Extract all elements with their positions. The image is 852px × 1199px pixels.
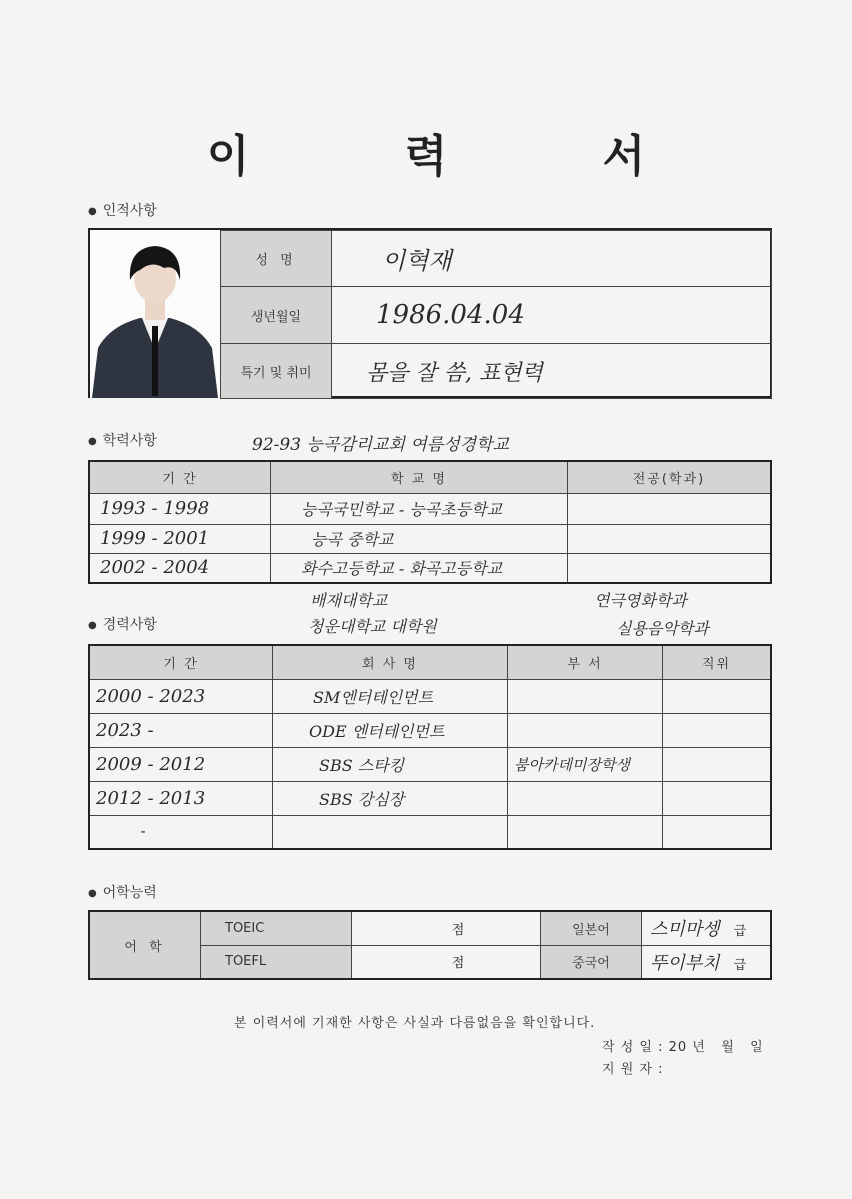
bullet-icon: ● [88, 887, 97, 899]
bullet-icon: ● [88, 619, 97, 631]
career-dept [508, 815, 663, 849]
personal-table [220, 230, 772, 399]
confirm-statement: 본 이력서에 기재한 사항은 사실과 다름없음을 확인합니다. [234, 1016, 596, 1031]
bullet-icon: ● [88, 435, 97, 447]
lang1-cell [642, 911, 772, 945]
career-dept [508, 781, 663, 815]
section-label: 인적사항 [102, 203, 157, 219]
table-row [89, 553, 771, 583]
education-table [88, 460, 772, 584]
lang1-value: 스미마셍 [650, 919, 720, 941]
edu-period: 1999 - 2001 [89, 524, 271, 553]
bullet-icon: ● [88, 205, 97, 217]
edu-school: 능곡 중학교 [271, 524, 568, 553]
extra-school-1: 배재대학교 [310, 591, 388, 610]
language-label: 어 학 [89, 911, 201, 979]
career-header-dept: 부 서 [508, 645, 663, 679]
career-header-position: 직위 [663, 645, 772, 679]
section-language-heading [88, 882, 157, 902]
career-position [663, 815, 772, 849]
birth-value: 1986.04.04 [332, 287, 772, 344]
section-label: 학력사항 [102, 433, 157, 449]
edu-header-major: 전공(학과) [568, 461, 772, 493]
career-company [273, 815, 508, 849]
career-company: SM엔터테인먼트 [273, 679, 508, 713]
date-line: 작 성 일 : 20 년 월 일 [602, 1040, 764, 1055]
career-dept [508, 679, 663, 713]
lang2-label: 중국어 [541, 945, 642, 979]
section-label: 경력사항 [102, 617, 157, 633]
career-header-period: 기 간 [89, 645, 273, 679]
name-value: 이혁재 [332, 231, 772, 287]
edu-period: 2002 - 2004 [89, 553, 271, 583]
person-photo-icon [90, 230, 220, 398]
career-dept: 붐아카데미장학생 [508, 747, 663, 781]
lang1-grade-unit: 급 [733, 924, 747, 940]
career-position [663, 713, 772, 747]
extra-major-2: 실용음악학과 [616, 619, 709, 638]
profile-photo [90, 230, 220, 398]
section-career-heading [88, 614, 157, 634]
edu-header-period: 기 간 [89, 461, 271, 493]
section-education-heading [88, 430, 157, 450]
edu-school: 능곡국민학교 - 능곡초등학교 [271, 493, 568, 524]
career-position [663, 679, 772, 713]
toeic-label: TOEIC [201, 911, 352, 945]
toeic-score-unit: 점 [352, 911, 541, 945]
table-row [89, 524, 771, 553]
career-position [663, 781, 772, 815]
language-table [88, 910, 772, 980]
career-period: 2012 - 2013 [89, 781, 273, 815]
lang2-value: 뚜이부치 [650, 952, 720, 974]
section-personal-heading [88, 200, 157, 220]
page-title: 이 력 서 [206, 131, 716, 182]
table-row [89, 713, 771, 747]
career-period: 2000 - 2023 [89, 679, 273, 713]
table-row [89, 815, 771, 849]
career-period: 2009 - 2012 [89, 747, 273, 781]
career-header-company: 회 사 명 [273, 645, 508, 679]
career-company: SBS 스타킹 [273, 747, 508, 781]
edu-major [568, 493, 772, 524]
extra-school-2: 청운대학교 대학원 [308, 617, 437, 636]
edu-major [568, 524, 772, 553]
lang1-label: 일본어 [541, 911, 642, 945]
table-row [89, 679, 771, 713]
edu-period: 1993 - 1998 [89, 493, 271, 524]
career-position [663, 747, 772, 781]
career-period: 2023 - [89, 713, 273, 747]
edu-major [568, 553, 772, 583]
career-period: - [89, 815, 273, 849]
lang2-cell [642, 945, 772, 979]
table-row [89, 747, 771, 781]
toefl-label: TOEFL [201, 945, 352, 979]
table-row [89, 781, 771, 815]
career-company: SBS 강심장 [273, 781, 508, 815]
section-label: 어학능력 [102, 885, 157, 901]
extra-major-1: 연극영화학과 [594, 591, 687, 610]
edu-school: 화수고등학교 - 화곡고등학교 [271, 553, 568, 583]
toefl-score-unit: 점 [352, 945, 541, 979]
lang2-grade-unit: 급 [733, 957, 747, 973]
applicant-line: 지 원 자 : [602, 1062, 664, 1077]
hobby-value: 몸을 잘 씀, 표현력 [332, 344, 772, 399]
career-company: ODE 엔터테인먼트 [273, 713, 508, 747]
name-label: 성 명 [221, 231, 332, 287]
education-note: 92-93 능곡감리교회 여름성경학교 [252, 435, 509, 455]
career-table [88, 644, 772, 850]
birth-label: 생년월일 [221, 287, 332, 344]
hobby-label: 특기 및 취미 [221, 344, 332, 399]
table-row [89, 493, 771, 524]
career-dept [508, 713, 663, 747]
edu-header-school: 학 교 명 [271, 461, 568, 493]
